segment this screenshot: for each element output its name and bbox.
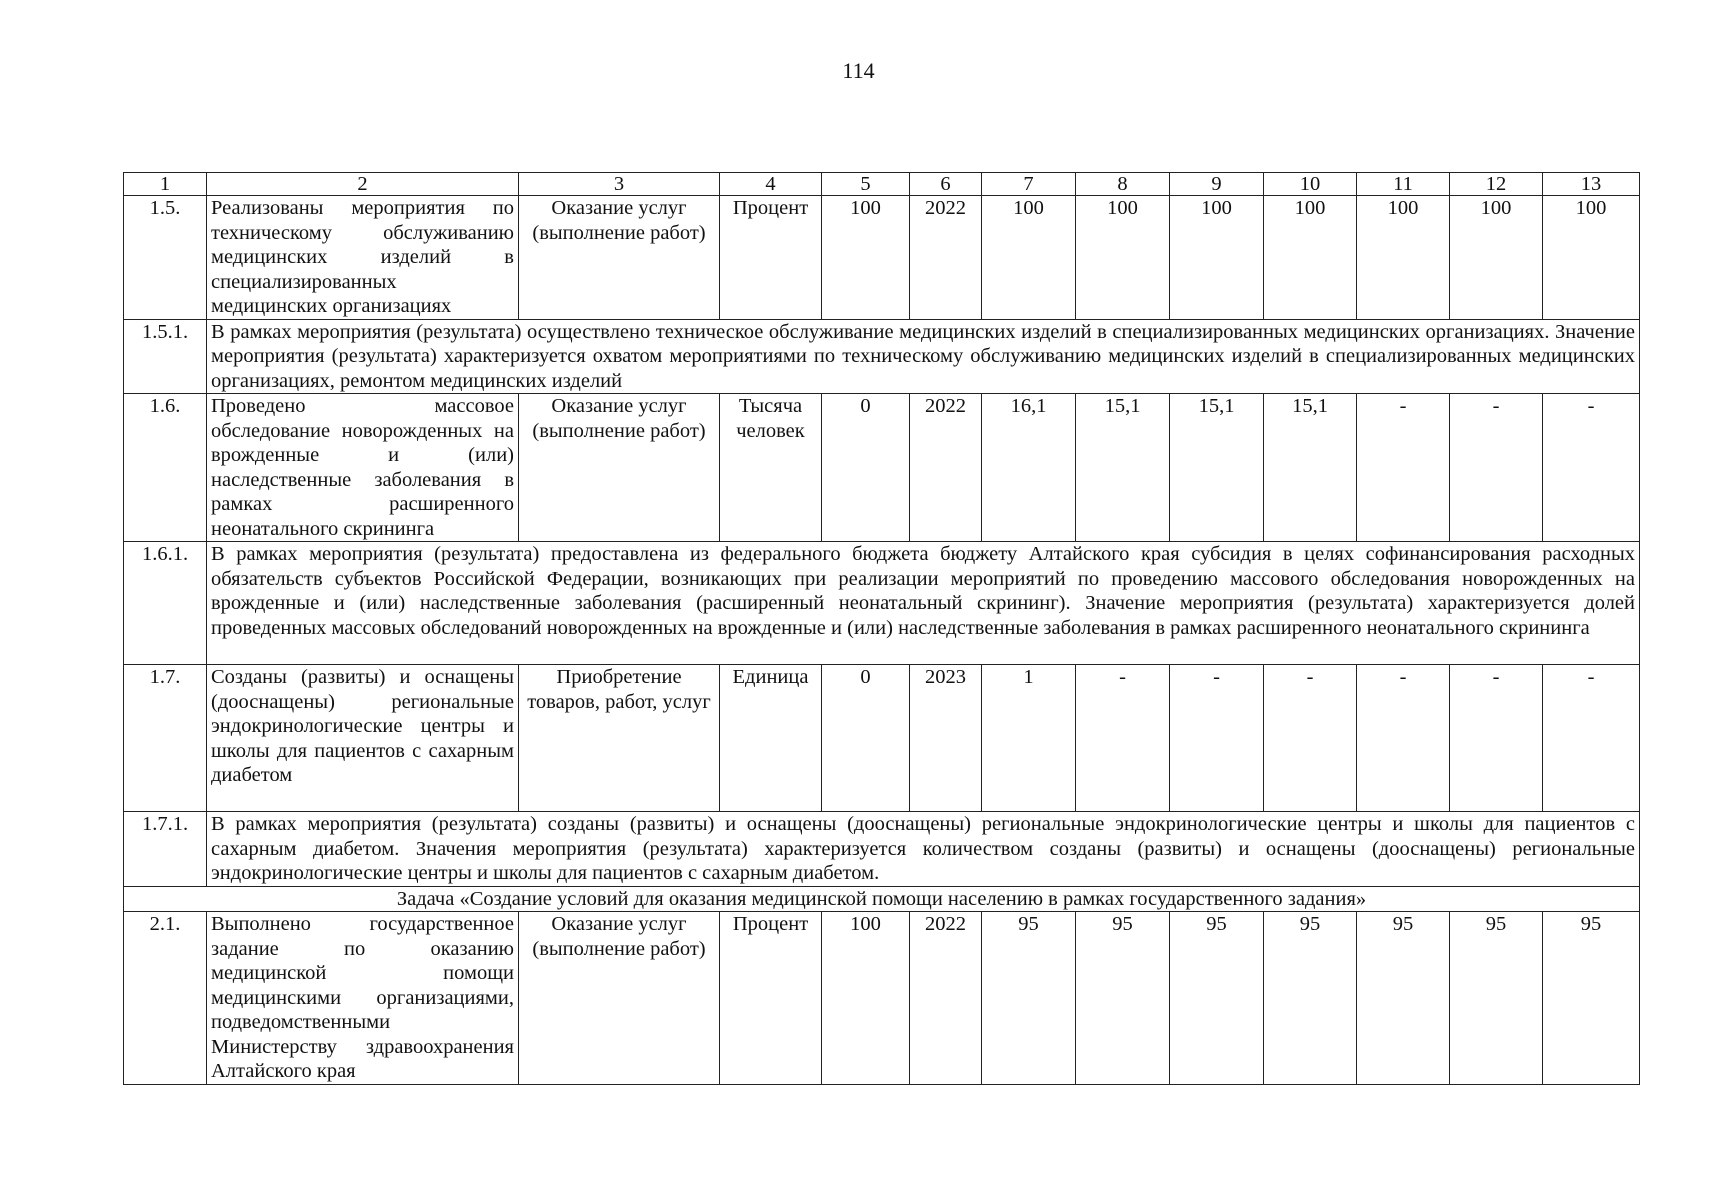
column-header: 10	[1264, 173, 1357, 196]
year-value: -	[1450, 394, 1543, 542]
year-value: 95	[1170, 912, 1264, 1085]
column-header: 6	[910, 173, 982, 196]
unit: Тысяча человек	[720, 394, 822, 542]
table-row	[124, 394, 1640, 542]
column-header: 1	[124, 173, 207, 196]
table-row-task	[124, 886, 1640, 912]
year-value: 95	[982, 912, 1076, 1085]
base-value: 100	[822, 912, 910, 1085]
table-header-row	[124, 173, 1640, 196]
row-number: 1.6.	[124, 394, 207, 542]
year-value: 100	[1357, 196, 1450, 320]
year-value: 95	[1543, 912, 1640, 1085]
table-row	[124, 912, 1640, 1085]
indicators-table	[123, 172, 1640, 1085]
year-value: 95	[1264, 912, 1357, 1085]
page-number: 114	[842, 58, 875, 83]
base-year: 2022	[910, 196, 982, 320]
result-type: Приобретение товаров, работ, услуг	[519, 665, 720, 812]
year-value: 1	[982, 665, 1076, 812]
year-value: 95	[1450, 912, 1543, 1085]
year-value: 15,1	[1076, 394, 1170, 542]
year-value: -	[1264, 665, 1357, 812]
base-year: 2023	[910, 665, 982, 812]
column-header: 11	[1357, 173, 1450, 196]
column-header: 8	[1076, 173, 1170, 196]
year-value: 100	[982, 196, 1076, 320]
year-value: -	[1357, 665, 1450, 812]
column-header: 3	[519, 173, 720, 196]
table-row	[124, 196, 1640, 320]
table-row-note	[124, 812, 1640, 887]
year-value: 100	[1076, 196, 1170, 320]
column-header: 9	[1170, 173, 1264, 196]
column-header: 4	[720, 173, 822, 196]
table-row-note	[124, 542, 1640, 665]
unit: Процент	[720, 196, 822, 320]
base-year: 2022	[910, 394, 982, 542]
column-header: 2	[207, 173, 519, 196]
row-number: 1.7.1.	[124, 812, 207, 887]
year-value: 15,1	[1170, 394, 1264, 542]
year-value: 100	[1170, 196, 1264, 320]
column-header: 13	[1543, 173, 1640, 196]
note-text: В рамках мероприятия (результата) предоставлена из федерального бюджета бюджету Алтайского края субсидия в целях софинансирования расходных обязательств субъектов Российской Федерации, возникающих при реализации мероприятий по проведению массового обследования новорожденных на врожденные и (или) наследственные заболевания (расширенный неонатальный скрининг). Значение мероприятия (результата) характеризуется долей проведенных массовых обследований новорожденных на врожденные и (или) наследственные заболевания в рамках расширенного неонатального скрининга	[207, 542, 1640, 665]
result-name: Выполнено государственное задание по оказанию медицинской помощи медицинскими организациями, подведомственными Министерству здравоохранения Алтайского края	[207, 912, 519, 1085]
year-value: -	[1450, 665, 1543, 812]
result-name: Проведено массовое обследование новорожденных на врожденные и (или) наследственные заболевания в рамках расширенного неонатального скрининга	[207, 394, 519, 542]
base-value: 100	[822, 196, 910, 320]
year-value: -	[1076, 665, 1170, 812]
row-number: 1.6.1.	[124, 542, 207, 665]
year-value: 95	[1076, 912, 1170, 1085]
result-name: Созданы (развиты) и оснащены (дооснащены) региональные эндокринологические центры и школы для пациентов с сахарным диабетом	[207, 665, 519, 812]
base-value: 0	[822, 665, 910, 812]
result-type: Оказание услуг (выполнение работ)	[519, 196, 720, 320]
unit: Единица	[720, 665, 822, 812]
unit: Процент	[720, 912, 822, 1085]
column-header: 12	[1450, 173, 1543, 196]
row-number: 1.5.1.	[124, 319, 207, 394]
note-text: В рамках мероприятия (результата) осуществлено техническое обслуживание медицинских изделий в специализированных медицинских организациях. Значение мероприятия (результата) характеризуется охватом мероприятиями по техническому обслуживанию медицинских изделий в специализированных медицинских организациях, ремонтом медицинских изделий	[207, 319, 1640, 394]
table-row	[124, 665, 1640, 812]
year-value: 100	[1543, 196, 1640, 320]
base-year: 2022	[910, 912, 982, 1085]
year-value: 16,1	[982, 394, 1076, 542]
year-value: 15,1	[1264, 394, 1357, 542]
year-value: -	[1543, 394, 1640, 542]
row-number: 1.7.	[124, 665, 207, 812]
result-type: Оказание услуг (выполнение работ)	[519, 394, 720, 542]
row-number: 2.1.	[124, 912, 207, 1085]
note-text: В рамках мероприятия (результата) созданы (развиты) и оснащены (дооснащены) региональные эндокринологические центры и школы для пациентов с сахарным диабетом. Значения мероприятия (результата) характеризуется количеством созданы (развиты) и оснащены (дооснащены) региональные эндокринологические центры и школы для пациентов с сахарным диабетом.	[207, 812, 1640, 887]
column-header: 7	[982, 173, 1076, 196]
result-name: Реализованы мероприятия по техническому обслуживанию медицинских изделий в специализированных медицинских организациях	[207, 196, 519, 320]
column-header: 5	[822, 173, 910, 196]
year-value: 100	[1450, 196, 1543, 320]
task-title: Задача «Создание условий для оказания медицинской помощи населению в рамках государственного задания»	[124, 886, 1640, 912]
base-value: 0	[822, 394, 910, 542]
row-number: 1.5.	[124, 196, 207, 320]
result-type: Оказание услуг (выполнение работ)	[519, 912, 720, 1085]
year-value: -	[1357, 394, 1450, 542]
year-value: 95	[1357, 912, 1450, 1085]
year-value: -	[1170, 665, 1264, 812]
table-row-note	[124, 319, 1640, 394]
year-value: 100	[1264, 196, 1357, 320]
year-value: -	[1543, 665, 1640, 812]
